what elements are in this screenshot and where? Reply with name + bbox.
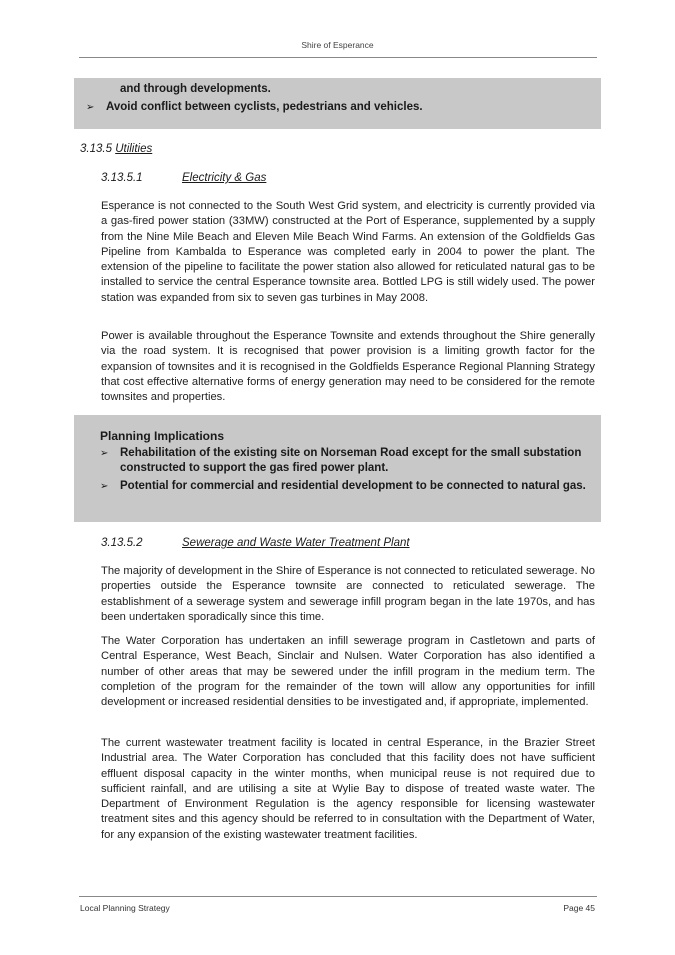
arrow-bullet-icon: ➢ bbox=[86, 102, 95, 113]
footer-rule bbox=[79, 896, 597, 897]
paragraph: The majority of development in the Shire of Esperance is not connected to reticulated sewerage. No properties outside the Esperance townsite are connected to reticulated sewerage. The establishment of a sewerage system and sewerage infill program began in the late 1970s, and has been undertaken sporadically since this time. bbox=[101, 565, 595, 623]
arrow-bullet-icon: ➢ bbox=[100, 481, 109, 492]
bullet-item bbox=[100, 479, 589, 494]
section-heading-3135 bbox=[80, 143, 152, 155]
arrow-bullet-icon: ➢ bbox=[100, 448, 109, 459]
footer-page-number: Page 45 bbox=[563, 903, 595, 913]
subsection-heading-31352 bbox=[101, 537, 410, 549]
bullet-text: Potential for commercial and residential development to be connected to natural gas. bbox=[120, 480, 586, 492]
box-title: Planning Implications bbox=[100, 429, 225, 443]
bullet-item bbox=[86, 100, 589, 115]
bullet-item bbox=[100, 446, 589, 476]
bullet-text: Avoid conflict between cyclists, pedestrians and vehicles. bbox=[106, 101, 423, 113]
subsection-heading-31351 bbox=[101, 172, 266, 184]
implications-box-continued bbox=[74, 78, 601, 129]
paragraph: Power is available throughout the Esperance Townsite and extends throughout the Shire generally via the road system. It is recognised that power provision is a limiting growth factor for the expansion of townsites and it is recognised in the Goldfields Esperance Regional Planning Strategy that cost effective alternative forms of energy generation may need to be considered for the remote townsites and properties. bbox=[101, 330, 595, 404]
subsection-title: Sewerage and Waste Water Treatment Plant bbox=[182, 537, 410, 549]
paragraph: Esperance is not connected to the South West Grid system, and electricity is currently provided via a gas-fired power station (33MW) constructed at the Port of Esperance, supplemented by a supply from the Nine Mile Beach and Eleven Mile Beach Wind Farms. An extension of the Goldfields Gas Pipeline from Kambalda to Esperance was completed early in 2004 to power the plant. The extension of the pipeline to facilitate the power station also allowed for reticulated natural gas to be installed to service the central Esperance townsite area. Bottled LPG is still widely used. The power station was expanded from six to seven gas turbines in May 2008. bbox=[101, 200, 595, 304]
bullet-continuation: and through developments. bbox=[120, 83, 271, 95]
bullet-text: Rehabilitation of the existing site on Norseman Road except for the small substation constructed to support the gas fired power plant. bbox=[120, 447, 582, 474]
header-rule bbox=[79, 57, 597, 58]
paragraph: The Water Corporation has undertaken an infill sewerage program in Castletown and parts of Central Esperance, West Beach, Sinclair and Nulsen. Water Corporation has also identified a number of other areas that may be sewered under the infill program in the medium term. The completion of the program for the remainder of the town will allow any opportunities for infill development or increased residential densities to be investigated and, if appropriate, implemented. bbox=[101, 635, 595, 709]
subsection-title: Electricity & Gas bbox=[182, 172, 267, 184]
subsection-number: 3.13.5.2 bbox=[101, 537, 143, 549]
subsection-number: 3.13.5.1 bbox=[101, 172, 143, 184]
section-title: Utilities bbox=[115, 143, 153, 155]
planning-implications-box bbox=[74, 415, 601, 522]
paragraph: The current wastewater treatment facility is located in central Esperance, in the Brazier Street Industrial area. The Water Corporation has concluded that this facility does not have sufficient effluent disposal capacity in the winter months, when municipal reuse is not required due to sufficient rainfall, and are utilising a site at Wylie Bay to dispose of treated waste water. The Department of Environment Regulation is the agency responsible for licensing wastewater treatment sites and this agency should be referred to in consultation with the Department of Water, for any expansion of the existing wastewater treatment facilities. bbox=[101, 737, 595, 841]
footer-document-title: Local Planning Strategy bbox=[80, 903, 170, 913]
page-header: Shire of Esperance bbox=[301, 40, 374, 50]
section-number: 3.13.5 bbox=[80, 143, 112, 155]
